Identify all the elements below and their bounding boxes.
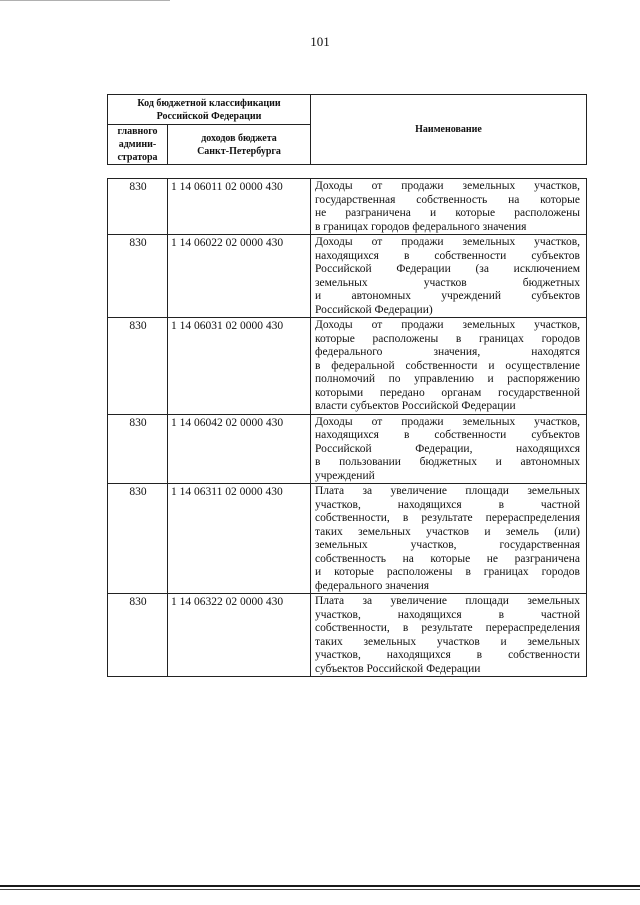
income-name-line: находящихся в собственности субъектов bbox=[315, 429, 580, 441]
income-name-line: Доходы от продажи земельных участков, bbox=[315, 319, 580, 331]
income-name-line: власти субъектов Российской Федерации bbox=[315, 400, 516, 412]
admin-code-cell: 830 bbox=[108, 179, 168, 235]
income-name-line: субъектов Российской Федерации bbox=[315, 662, 481, 675]
table-row bbox=[108, 235, 587, 318]
income-name-cell bbox=[311, 179, 587, 235]
admin-code-cell: 830 bbox=[108, 318, 168, 415]
income-name-line: государственная собственность на которые bbox=[315, 193, 580, 206]
income-name-line: в границах городов федерального значения bbox=[315, 220, 527, 233]
table-row bbox=[108, 318, 587, 415]
income-name-cell bbox=[311, 414, 587, 484]
income-codes-table bbox=[107, 178, 587, 677]
income-name-line: Плата за увеличение площади земельных bbox=[315, 595, 580, 607]
page-number: 101 bbox=[310, 34, 330, 49]
income-name-cell bbox=[311, 318, 587, 415]
header-group-label: Код бюджетной классификации Российской Федерации bbox=[108, 95, 311, 125]
income-codes-body bbox=[108, 179, 587, 677]
admin-code-cell: 830 bbox=[108, 484, 168, 594]
header-income-column: доходов бюджета Санкт-Петербурга bbox=[168, 125, 311, 165]
income-name-line: собственности, в результате перераспределения bbox=[315, 622, 580, 634]
admin-code-cell: 830 bbox=[108, 235, 168, 318]
income-name-line: Доходы от продажи земельных участков, bbox=[315, 415, 580, 428]
income-code-cell: 1 14 06311 02 0000 430 bbox=[168, 484, 311, 594]
header-admin-column: главного админи-стратора bbox=[108, 125, 168, 165]
income-name-line: собственность на которые не разграничена bbox=[315, 552, 580, 565]
income-code-cell: 1 14 06042 02 0000 430 bbox=[168, 414, 311, 484]
income-name-line: Российской Федерации (за исключением bbox=[315, 263, 580, 275]
income-name-cell bbox=[311, 594, 587, 677]
income-name-line: в федеральной собственности и осуществление bbox=[315, 359, 580, 372]
header-name-column: Наименование bbox=[311, 95, 587, 165]
table-row bbox=[108, 179, 587, 235]
admin-code-cell: 830 bbox=[108, 594, 168, 677]
income-name-line: находящихся в собственности субъектов bbox=[315, 249, 580, 262]
bottom-scan-rule-thin bbox=[0, 889, 640, 890]
income-name-line: собственности, в результате перераспределения bbox=[315, 512, 580, 524]
income-name-line: Российской Федерации, находящихся bbox=[315, 442, 580, 455]
income-name-line: земельных участков, государственная bbox=[315, 539, 580, 551]
income-name-line: федерального значения, находятся bbox=[315, 346, 580, 358]
income-name-line: не разграничена и которые расположены bbox=[315, 207, 580, 219]
income-code-cell: 1 14 06022 02 0000 430 bbox=[168, 235, 311, 318]
income-name-line: и которые расположены в границах городов bbox=[315, 566, 580, 578]
income-name-line: земельных участков бюджетных bbox=[315, 276, 580, 289]
income-name-line: и автономных учреждений субъектов bbox=[315, 290, 580, 302]
income-name-line: Доходы от продажи земельных участков, bbox=[315, 236, 580, 248]
top-scan-rule bbox=[0, 0, 170, 1]
income-name-line: Доходы от продажи земельных участков, bbox=[315, 180, 580, 192]
income-name-line: федерального значения bbox=[315, 579, 430, 592]
table-row bbox=[108, 484, 587, 594]
admin-code-cell: 830 bbox=[108, 414, 168, 484]
income-name-line: Российской Федерации) bbox=[315, 303, 433, 316]
income-name-line: участков, находящихся в собственности bbox=[315, 649, 580, 661]
income-code-cell: 1 14 06322 02 0000 430 bbox=[168, 594, 311, 677]
income-code-cell: 1 14 06011 02 0000 430 bbox=[168, 179, 311, 235]
income-name-line: участков, находящихся в частной bbox=[315, 498, 580, 511]
bottom-scan-rule bbox=[0, 885, 640, 887]
income-name-line: участков, находящихся в частной bbox=[315, 608, 580, 621]
income-name-line: учреждений bbox=[315, 469, 375, 482]
income-name-cell bbox=[311, 235, 587, 318]
income-name-line: таких земельных участков и земель (или) bbox=[315, 525, 580, 538]
income-code-cell: 1 14 06031 02 0000 430 bbox=[168, 318, 311, 415]
income-name-cell bbox=[311, 484, 587, 594]
table-row bbox=[108, 414, 587, 484]
income-name-line: в пользовании бюджетных и автономных bbox=[315, 456, 580, 468]
income-name-line: Плата за увеличение площади земельных bbox=[315, 485, 580, 497]
table-row bbox=[108, 594, 587, 677]
classification-header-table bbox=[107, 94, 587, 165]
income-name-line: таких земельных участков и земельных bbox=[315, 635, 580, 648]
income-name-line: которыми передано органам государственной bbox=[315, 386, 580, 399]
income-name-line: которые расположены в границах городов bbox=[315, 332, 580, 345]
income-name-line: полномочий по управлению и распоряжению bbox=[315, 373, 580, 385]
